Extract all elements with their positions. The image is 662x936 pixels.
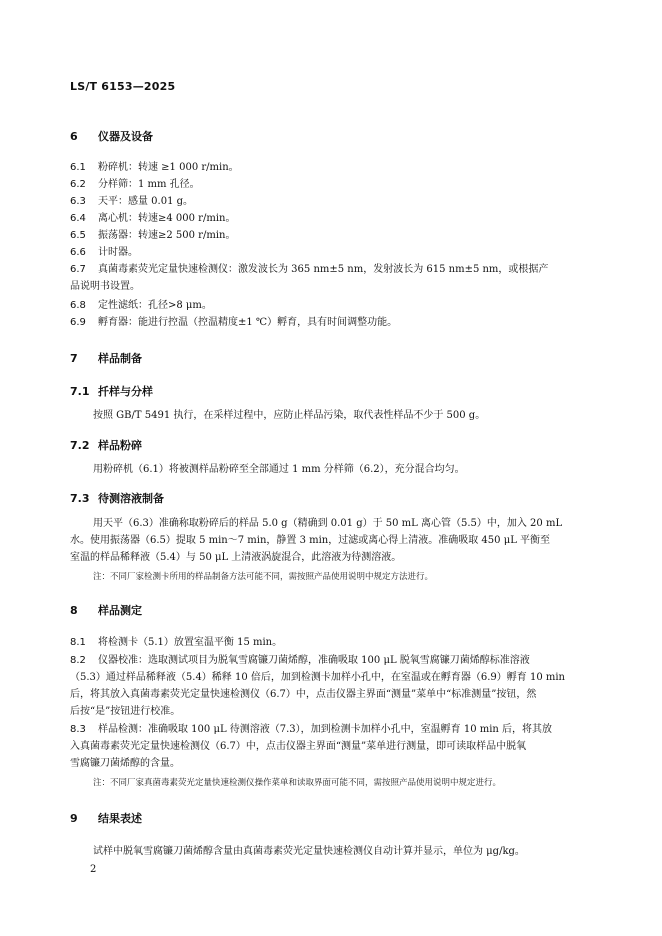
subsection-number: 7.1 <box>70 385 90 398</box>
subsection-number: 7.3 <box>70 492 90 505</box>
item-number: 6.1 <box>70 162 86 173</box>
subsection-number: 7.2 <box>70 439 90 452</box>
subsection-title: 待测溶液制备 <box>98 492 164 505</box>
list-item <box>70 211 235 227</box>
item-number: 6.6 <box>70 247 86 258</box>
item-text: 样品检测：准确吸取 100 μL 待测溶液（7.3），加到检测卡加样小孔中，室温孵育 10 min 后，将其放 <box>98 724 553 735</box>
section-7-heading <box>70 350 142 366</box>
item-number: 8.3 <box>70 724 86 735</box>
item-text: 定性滤纸：孔径>8 μm。 <box>98 300 212 311</box>
subsection-7-3-heading <box>70 490 164 506</box>
item-text: 将检测卡（5.1）放置室温平衡 15 min。 <box>98 637 283 648</box>
paragraph-line: 用天平（6.3）准确称取粉碎后的样品 5.0 g（精确到 0.01 g）于 50 mL 离心管（5.5）中，加入 20 mL <box>93 518 563 529</box>
list-item <box>70 315 397 331</box>
paragraph-line: 水。使用振荡器（6.5）提取 5 min～7 min，静置 3 min，过滤或离心得上清液。准确吸取 450 μL 平衡至 <box>70 535 551 546</box>
paragraph-line: （5.3）通过样品稀释液（5.4）稀释 10 倍后，加到检测卡加样小孔中，在室温或在孵育器（6.9）孵育 10 min <box>70 672 565 683</box>
item-number: 6.7 <box>70 264 86 275</box>
list-item <box>70 194 193 210</box>
subsection-title: 样品粉碎 <box>98 439 142 452</box>
item-number: 6.3 <box>70 196 86 207</box>
section-title: 样品制备 <box>98 352 142 365</box>
list-item <box>70 160 239 176</box>
paragraph-line: 后，将其放入真菌毒素荧光定量快速检测仪（6.7）中，点击仪器主界面“测量”菜单中“标准测量”按钮，然 <box>70 689 537 700</box>
standard-code: LS/T 6153—2025 <box>70 80 176 93</box>
section-title: 结果表述 <box>98 812 142 825</box>
subsection-title: 扦样与分样 <box>98 385 153 398</box>
list-item <box>70 635 282 651</box>
paragraph-line: 入真菌毒素荧光定量快速检测仪（6.7）中，点击仪器主界面“测量”菜单进行测量，即可读取样品中脱氧 <box>70 741 527 752</box>
item-number: 6.8 <box>70 300 86 311</box>
paragraph-line: 雪腐镰刀菌烯醇的含量。 <box>70 758 180 769</box>
item-text: 真菌毒素荧光定量快速检测仪：激发波长为 365 nm±5 nm，发射波长为 615 nm±5 nm，或根据产 <box>98 264 549 275</box>
list-item <box>70 228 235 244</box>
list-item <box>70 177 200 193</box>
section-number: 6 <box>70 130 78 143</box>
item-number: 6.2 <box>70 179 86 190</box>
section-6-heading <box>70 128 153 144</box>
item-number: 6.9 <box>70 317 86 328</box>
note: 注：不同厂家真菌毒素荧光定量快速检测仪操作菜单和读取界面可能不同，需按照产品使用说明中规定进行。 <box>93 778 502 788</box>
item-text: 孵育器：能进行控温（控温精度±1 ℃）孵育，具有时间调整功能。 <box>98 317 398 328</box>
section-number: 8 <box>70 604 78 617</box>
section-title: 样品测定 <box>98 604 142 617</box>
item-number: 6.5 <box>70 230 86 241</box>
section-8-heading <box>70 602 142 618</box>
paragraph-line: 后按“是”按钮进行校准。 <box>70 706 181 717</box>
item-number: 8.1 <box>70 637 86 648</box>
list-item <box>70 262 548 278</box>
list-item <box>70 653 530 669</box>
item-text: 分样筛：1 mm 孔径。 <box>98 179 200 190</box>
note: 注：不同厂家检测卡所用的样品制备方法可能不同，需按照产品使用说明中规定方法进行。 <box>93 572 434 582</box>
paragraph-line: 室温的样品稀释液（5.4）与 50 μL 上清液涡旋混合，此溶液为待测溶液。 <box>70 552 402 563</box>
item-text: 天平：感量 0.01 g。 <box>98 196 194 207</box>
paragraph: 试样中脱氧雪腐镰刀菌烯醇含量由真菌毒素荧光定量快速检测仪自动计算并显示，单位为 μg/kg。 <box>93 846 525 857</box>
subsection-7-1-heading <box>70 383 153 399</box>
item-text: 粉碎机：转速 ≥1 000 r/min。 <box>98 162 239 173</box>
page-number: 2 <box>90 864 97 875</box>
paragraph: 用粉碎机（6.1）将被测样品粉碎至全部通过 1 mm 分样筛（6.2），充分混合均匀。 <box>93 464 465 475</box>
item-text: 仪器校准：选取测试项目为脱氧雪腐镰刀菌烯醇，准确吸取 100 μL 脱氧雪腐镰刀菌烯醇标准溶液 <box>98 655 530 666</box>
section-9-heading <box>70 810 142 826</box>
item-text: 振荡器：转速≥2 500 r/min。 <box>98 230 236 241</box>
list-item <box>70 245 138 261</box>
item-text: 离心机：转速≥4 000 r/min。 <box>98 213 236 224</box>
paragraph: 按照 GB/T 5491 执行，在采样过程中，应防止样品污染，取代表性样品不少于 500 g。 <box>93 410 486 421</box>
item-text: 计时器。 <box>98 247 138 258</box>
item-number: 8.2 <box>70 655 86 666</box>
list-item <box>70 722 552 738</box>
list-item-continuation: 品说明书设置。 <box>70 281 140 292</box>
list-item <box>70 298 212 314</box>
section-number: 7 <box>70 352 78 365</box>
item-number: 6.4 <box>70 213 86 224</box>
section-title: 仪器及设备 <box>98 130 153 143</box>
subsection-7-2-heading <box>70 437 142 453</box>
section-number: 9 <box>70 812 78 825</box>
